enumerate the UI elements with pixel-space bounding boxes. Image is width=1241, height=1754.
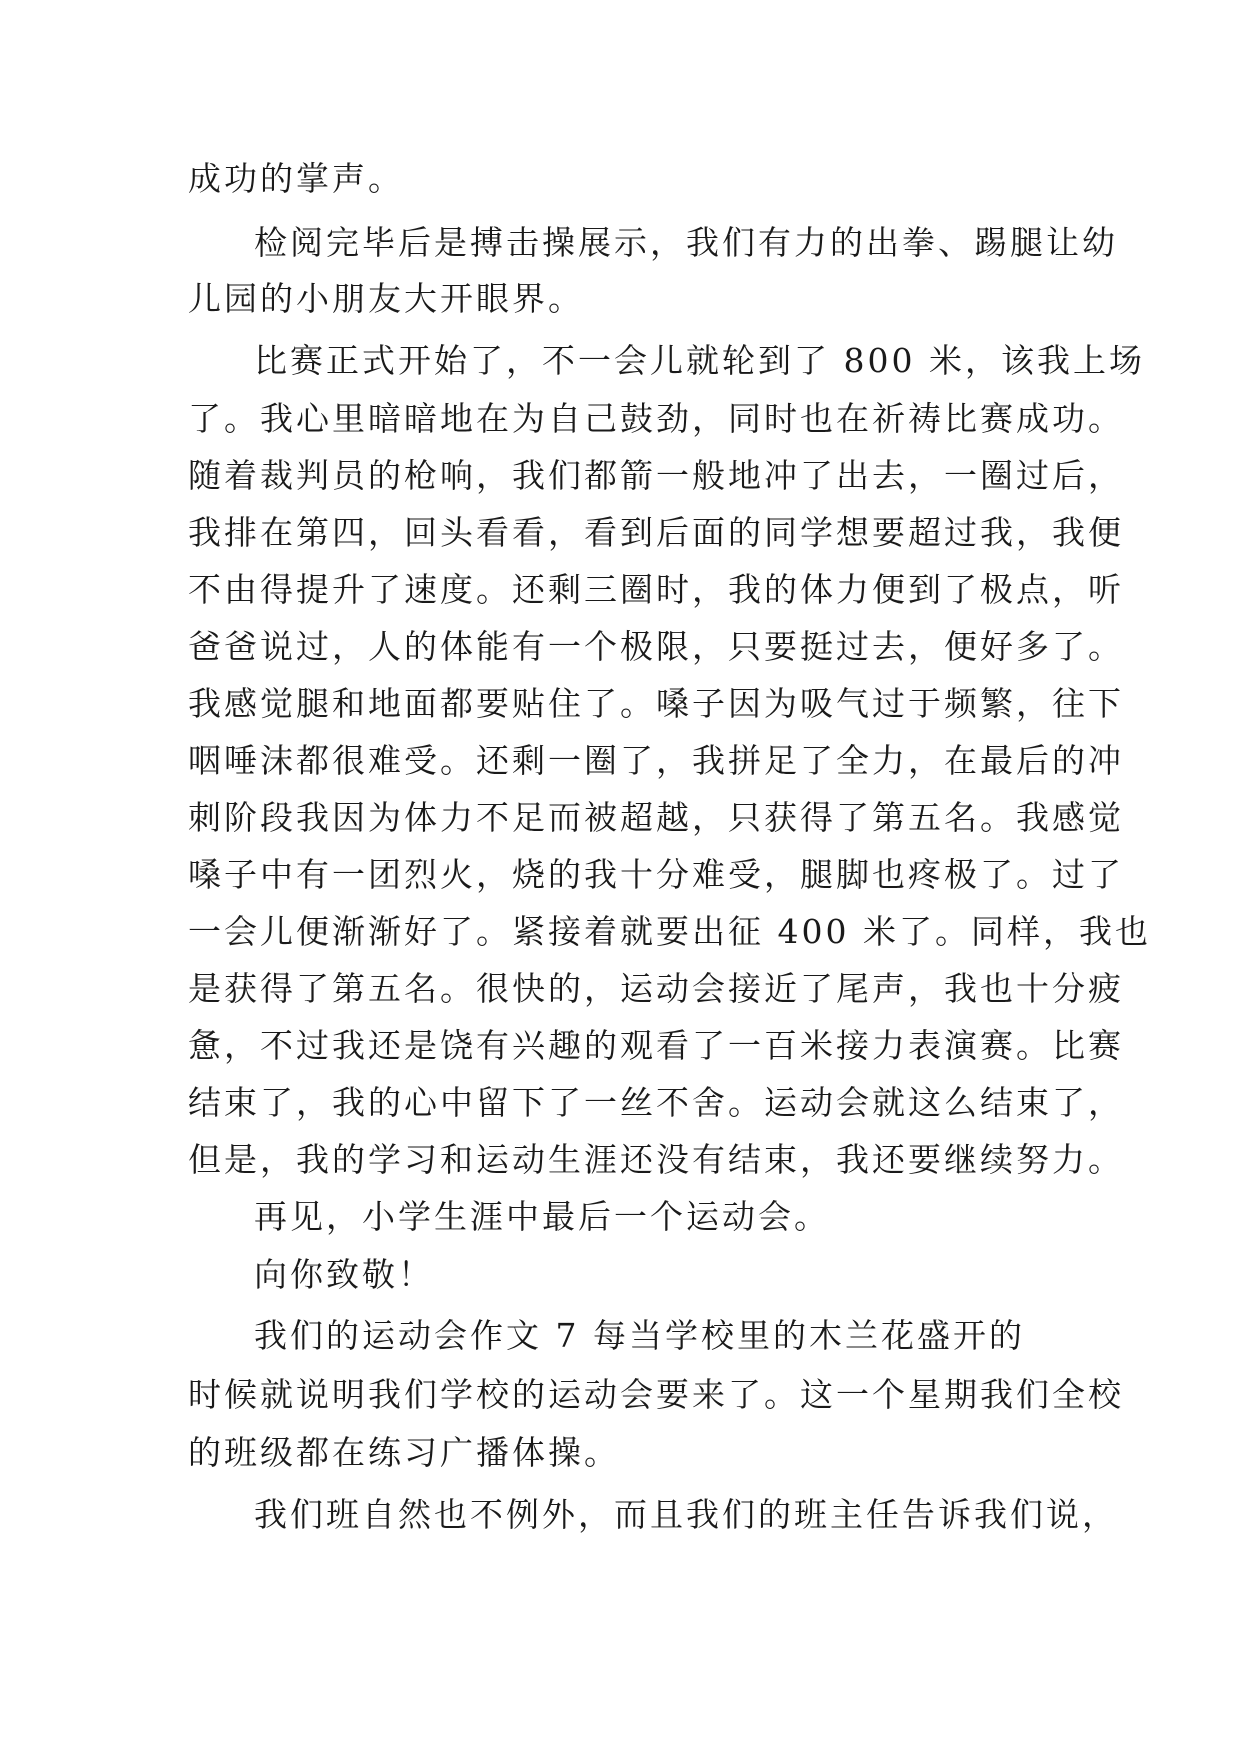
text-line: 我排在第四，回头看看，看到后面的同学想要超过我，我便 xyxy=(188,513,1124,552)
paragraph-first-line: 向你致敬！ xyxy=(254,1255,434,1294)
text-line: 随着裁判员的枪响，我们都箭一般地冲了出去，一圈过后， xyxy=(188,456,1124,495)
text-line: 刺阶段我因为体力不足而被超越，只获得了第五名。我感觉 xyxy=(188,798,1124,837)
text-line: 的班级都在练习广播体操。 xyxy=(188,1433,620,1472)
text-line: 嗓子中有一团烈火，烧的我十分难受，腿脚也疼极了。过了 xyxy=(188,855,1124,894)
text-line: 不由得提升了速度。还剩三圈时，我的体力便到了极点，听 xyxy=(188,570,1124,609)
text-line: 是获得了第五名。很快的，运动会接近了尾声，我也十分疲 xyxy=(188,969,1124,1008)
text-line: 结束了，我的心中留下了一丝不舍。运动会就这么结束了， xyxy=(188,1083,1124,1122)
text-line: 爸爸说过，人的体能有一个极限，只要挺过去，便好多了。 xyxy=(188,627,1124,666)
text-line: 儿园的小朋友大开眼界。 xyxy=(188,279,584,318)
text-line: 我感觉腿和地面都要贴住了。嗓子因为吸气过于频繁，往下 xyxy=(188,684,1124,723)
paragraph-first-line: 我们的运动会作文 7 每当学校里的木兰花盛开的 xyxy=(254,1316,1025,1355)
text-line: 咽唾沫都很难受。还剩一圈了，我拼足了全力，在最后的冲 xyxy=(188,741,1124,780)
paragraph-first-line: 我们班自然也不例外，而且我们的班主任告诉我们说， xyxy=(254,1495,1118,1534)
text-line: 惫，不过我还是饶有兴趣的观看了一百米接力表演赛。比赛 xyxy=(188,1026,1124,1065)
text-line: 成功的掌声。 xyxy=(188,159,404,198)
text-line: 了。我心里暗暗地在为自己鼓劲，同时也在祈祷比赛成功。 xyxy=(188,399,1124,438)
paragraph-first-line: 再见，小学生涯中最后一个运动会。 xyxy=(254,1197,830,1236)
paragraph-first-line: 检阅完毕后是搏击操展示，我们有力的出拳、踢腿让幼 xyxy=(254,223,1118,262)
text-line: 时候就说明我们学校的运动会要来了。这一个星期我们全校 xyxy=(188,1375,1124,1414)
paragraph-first-line: 比赛正式开始了，不一会儿就轮到了 800 米，该我上场 xyxy=(254,341,1145,380)
text-line: 但是，我的学习和运动生涯还没有结束，我还要继续努力。 xyxy=(188,1140,1124,1179)
text-line: 一会儿便渐渐好了。紧接着就要出征 400 米了。同样，我也 xyxy=(188,912,1151,951)
